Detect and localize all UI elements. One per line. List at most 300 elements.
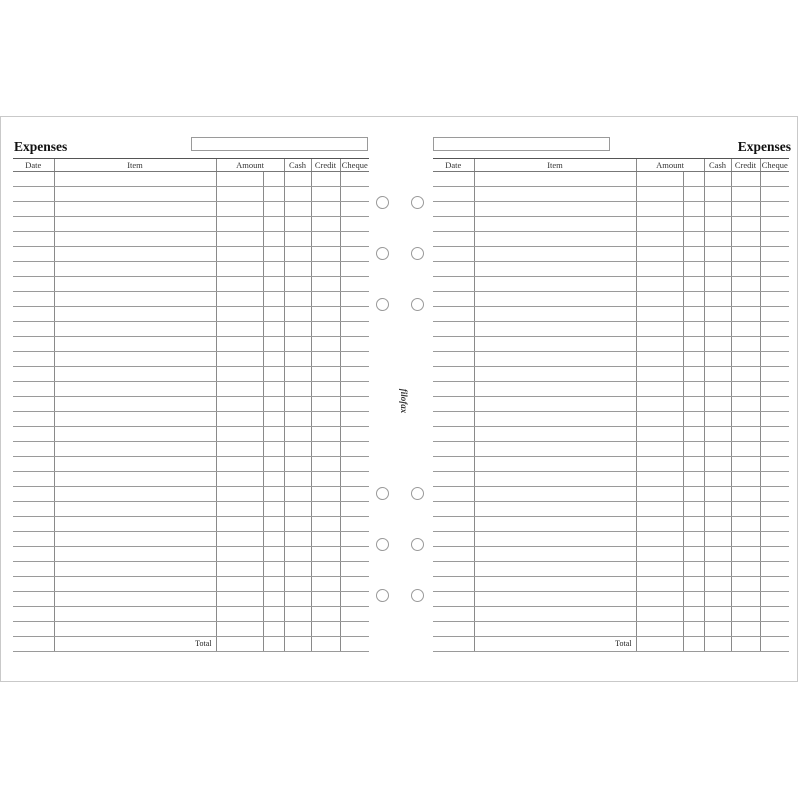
cash-cell[interactable] [704, 397, 731, 412]
credit-cell[interactable] [731, 487, 760, 502]
amount-cents-cell[interactable] [263, 502, 284, 517]
cash-cell[interactable] [704, 457, 731, 472]
cash-cell[interactable] [704, 562, 731, 577]
cheque-cell[interactable] [340, 517, 369, 532]
date-cell[interactable] [433, 247, 474, 262]
item-cell[interactable] [474, 532, 636, 547]
amount-cell[interactable] [636, 202, 683, 217]
cheque-cell[interactable] [760, 352, 789, 367]
cash-cell[interactable] [704, 247, 731, 262]
item-cell[interactable] [54, 352, 216, 367]
credit-cell[interactable] [731, 427, 760, 442]
credit-cell[interactable] [311, 592, 340, 607]
amount-cents-cell[interactable] [263, 397, 284, 412]
item-cell[interactable] [474, 277, 636, 292]
date-cell[interactable] [13, 412, 54, 427]
cash-cell[interactable] [284, 397, 311, 412]
item-cell[interactable] [54, 607, 216, 622]
amount-cents-cell[interactable] [263, 247, 284, 262]
date-cell[interactable] [13, 457, 54, 472]
item-cell[interactable] [54, 442, 216, 457]
item-cell[interactable] [474, 292, 636, 307]
cheque-cell[interactable] [340, 292, 369, 307]
amount-cell[interactable] [216, 277, 263, 292]
credit-cell[interactable] [311, 472, 340, 487]
amount-cents-cell[interactable] [683, 547, 704, 562]
amount-cell[interactable] [216, 217, 263, 232]
cheque-cell[interactable] [340, 187, 369, 202]
credit-cell[interactable] [311, 172, 340, 187]
date-cell[interactable] [13, 172, 54, 187]
item-cell[interactable] [474, 502, 636, 517]
date-cell[interactable] [13, 277, 54, 292]
amount-cents-cell[interactable] [263, 367, 284, 382]
date-cell[interactable] [13, 367, 54, 382]
cheque-cell[interactable] [760, 337, 789, 352]
date-cell[interactable] [13, 217, 54, 232]
cash-cell[interactable] [704, 187, 731, 202]
item-cell[interactable] [54, 412, 216, 427]
credit-cell[interactable] [731, 637, 760, 652]
item-cell[interactable] [474, 547, 636, 562]
credit-cell[interactable] [731, 322, 760, 337]
credit-cell[interactable] [731, 382, 760, 397]
amount-cell[interactable] [636, 367, 683, 382]
credit-cell[interactable] [311, 232, 340, 247]
amount-cents-cell[interactable] [263, 292, 284, 307]
item-cell[interactable] [54, 517, 216, 532]
credit-cell[interactable] [731, 577, 760, 592]
cash-cell[interactable] [284, 217, 311, 232]
cheque-cell[interactable] [340, 307, 369, 322]
date-cell[interactable] [13, 502, 54, 517]
amount-cell[interactable] [216, 457, 263, 472]
amount-cell[interactable] [216, 487, 263, 502]
item-cell[interactable] [474, 352, 636, 367]
cheque-cell[interactable] [340, 502, 369, 517]
item-cell[interactable] [54, 262, 216, 277]
date-cell[interactable] [13, 247, 54, 262]
amount-cell[interactable] [636, 352, 683, 367]
date-cell[interactable] [433, 472, 474, 487]
item-cell[interactable] [54, 367, 216, 382]
credit-cell[interactable] [311, 262, 340, 277]
item-cell[interactable] [474, 307, 636, 322]
cash-cell[interactable] [284, 367, 311, 382]
cash-cell[interactable] [704, 442, 731, 457]
cheque-cell[interactable] [340, 547, 369, 562]
amount-cell[interactable] [636, 337, 683, 352]
cash-cell[interactable] [704, 592, 731, 607]
amount-cents-cell[interactable] [683, 412, 704, 427]
item-cell[interactable] [474, 367, 636, 382]
credit-cell[interactable] [731, 442, 760, 457]
name-field[interactable] [191, 137, 368, 151]
cash-cell[interactable] [284, 607, 311, 622]
date-cell[interactable] [13, 607, 54, 622]
amount-cents-cell[interactable] [683, 382, 704, 397]
amount-cents-cell[interactable] [263, 442, 284, 457]
amount-cents-cell[interactable] [263, 532, 284, 547]
credit-cell[interactable] [731, 367, 760, 382]
amount-cents-cell[interactable] [263, 307, 284, 322]
amount-cell[interactable] [216, 202, 263, 217]
amount-cell[interactable] [216, 427, 263, 442]
amount-cell[interactable] [636, 562, 683, 577]
date-cell[interactable] [13, 397, 54, 412]
cheque-cell[interactable] [340, 442, 369, 457]
date-cell[interactable] [13, 637, 54, 652]
date-cell[interactable] [13, 562, 54, 577]
amount-cents-cell[interactable] [683, 322, 704, 337]
cheque-cell[interactable] [340, 622, 369, 637]
cheque-cell[interactable] [760, 307, 789, 322]
cheque-cell[interactable] [760, 592, 789, 607]
credit-cell[interactable] [731, 562, 760, 577]
date-cell[interactable] [13, 532, 54, 547]
cash-cell[interactable] [284, 472, 311, 487]
credit-cell[interactable] [311, 457, 340, 472]
date-cell[interactable] [433, 487, 474, 502]
credit-cell[interactable] [731, 172, 760, 187]
credit-cell[interactable] [311, 382, 340, 397]
credit-cell[interactable] [731, 247, 760, 262]
date-cell[interactable] [433, 352, 474, 367]
item-cell[interactable] [54, 292, 216, 307]
item-cell[interactable] [54, 427, 216, 442]
cash-cell[interactable] [704, 472, 731, 487]
amount-cents-cell[interactable] [263, 322, 284, 337]
item-cell[interactable] [54, 232, 216, 247]
date-cell[interactable] [433, 307, 474, 322]
amount-cell[interactable] [636, 172, 683, 187]
amount-cents-cell[interactable] [263, 457, 284, 472]
cheque-cell[interactable] [340, 472, 369, 487]
cash-cell[interactable] [704, 517, 731, 532]
cash-cell[interactable] [284, 232, 311, 247]
credit-cell[interactable] [311, 247, 340, 262]
cheque-cell[interactable] [340, 562, 369, 577]
amount-cents-cell[interactable] [263, 172, 284, 187]
date-cell[interactable] [433, 592, 474, 607]
amount-cents-cell[interactable] [263, 217, 284, 232]
cash-cell[interactable] [284, 637, 311, 652]
amount-cents-cell[interactable] [683, 247, 704, 262]
cash-cell[interactable] [704, 622, 731, 637]
cheque-cell[interactable] [340, 262, 369, 277]
amount-cents-cell[interactable] [683, 352, 704, 367]
amount-cents-cell[interactable] [263, 487, 284, 502]
cash-cell[interactable] [284, 337, 311, 352]
cheque-cell[interactable] [760, 232, 789, 247]
date-cell[interactable] [433, 622, 474, 637]
credit-cell[interactable] [731, 202, 760, 217]
cheque-cell[interactable] [760, 262, 789, 277]
item-cell[interactable] [474, 262, 636, 277]
date-cell[interactable] [433, 322, 474, 337]
item-cell[interactable] [474, 487, 636, 502]
cheque-cell[interactable] [340, 247, 369, 262]
cheque-cell[interactable] [340, 367, 369, 382]
amount-cents-cell[interactable] [683, 517, 704, 532]
amount-cents-cell[interactable] [683, 337, 704, 352]
credit-cell[interactable] [731, 397, 760, 412]
amount-cents-cell[interactable] [263, 607, 284, 622]
credit-cell[interactable] [311, 352, 340, 367]
amount-cents-cell[interactable] [683, 292, 704, 307]
date-cell[interactable] [13, 187, 54, 202]
cash-cell[interactable] [704, 487, 731, 502]
amount-cents-cell[interactable] [683, 502, 704, 517]
cheque-cell[interactable] [760, 637, 789, 652]
amount-cents-cell[interactable] [683, 637, 704, 652]
amount-cents-cell[interactable] [263, 427, 284, 442]
amount-cell[interactable] [636, 187, 683, 202]
date-cell[interactable] [13, 352, 54, 367]
credit-cell[interactable] [731, 547, 760, 562]
credit-cell[interactable] [731, 307, 760, 322]
cash-cell[interactable] [704, 577, 731, 592]
cash-cell[interactable] [284, 427, 311, 442]
cash-cell[interactable] [704, 172, 731, 187]
cheque-cell[interactable] [760, 427, 789, 442]
amount-cell[interactable] [636, 637, 683, 652]
cash-cell[interactable] [284, 202, 311, 217]
cash-cell[interactable] [284, 412, 311, 427]
cheque-cell[interactable] [340, 607, 369, 622]
cash-cell[interactable] [704, 532, 731, 547]
cheque-cell[interactable] [760, 442, 789, 457]
amount-cell[interactable] [216, 292, 263, 307]
amount-cents-cell[interactable] [263, 412, 284, 427]
item-cell[interactable] [474, 592, 636, 607]
credit-cell[interactable] [311, 412, 340, 427]
item-cell[interactable] [474, 562, 636, 577]
amount-cents-cell[interactable] [683, 187, 704, 202]
cash-cell[interactable] [284, 547, 311, 562]
credit-cell[interactable] [311, 442, 340, 457]
credit-cell[interactable] [311, 217, 340, 232]
item-cell[interactable] [54, 502, 216, 517]
amount-cents-cell[interactable] [683, 607, 704, 622]
cheque-cell[interactable] [760, 277, 789, 292]
amount-cents-cell[interactable] [683, 442, 704, 457]
cash-cell[interactable] [704, 637, 731, 652]
amount-cents-cell[interactable] [683, 427, 704, 442]
amount-cents-cell[interactable] [683, 367, 704, 382]
cheque-cell[interactable] [760, 247, 789, 262]
amount-cents-cell[interactable] [683, 397, 704, 412]
credit-cell[interactable] [731, 187, 760, 202]
item-cell[interactable] [474, 517, 636, 532]
cash-cell[interactable] [284, 562, 311, 577]
amount-cell[interactable] [216, 232, 263, 247]
amount-cell[interactable] [216, 322, 263, 337]
date-cell[interactable] [433, 232, 474, 247]
amount-cell[interactable] [636, 397, 683, 412]
date-cell[interactable] [13, 202, 54, 217]
cheque-cell[interactable] [760, 367, 789, 382]
credit-cell[interactable] [311, 307, 340, 322]
amount-cell[interactable] [636, 247, 683, 262]
credit-cell[interactable] [311, 292, 340, 307]
date-cell[interactable] [433, 637, 474, 652]
amount-cell[interactable] [216, 187, 263, 202]
cheque-cell[interactable] [760, 517, 789, 532]
cheque-cell[interactable] [760, 562, 789, 577]
cash-cell[interactable] [284, 382, 311, 397]
credit-cell[interactable] [731, 352, 760, 367]
cash-cell[interactable] [704, 217, 731, 232]
cash-cell[interactable] [704, 382, 731, 397]
amount-cents-cell[interactable] [683, 592, 704, 607]
cheque-cell[interactable] [340, 172, 369, 187]
credit-cell[interactable] [311, 502, 340, 517]
amount-cell[interactable] [216, 592, 263, 607]
amount-cents-cell[interactable] [683, 622, 704, 637]
amount-cell[interactable] [636, 472, 683, 487]
amount-cents-cell[interactable] [683, 472, 704, 487]
item-cell[interactable] [54, 322, 216, 337]
cash-cell[interactable] [284, 442, 311, 457]
date-cell[interactable] [13, 622, 54, 637]
amount-cell[interactable] [216, 262, 263, 277]
date-cell[interactable] [13, 442, 54, 457]
item-cell[interactable] [54, 397, 216, 412]
cash-cell[interactable] [284, 247, 311, 262]
amount-cell[interactable] [636, 517, 683, 532]
amount-cell[interactable] [216, 337, 263, 352]
cash-cell[interactable] [284, 262, 311, 277]
item-cell[interactable] [474, 577, 636, 592]
amount-cents-cell[interactable] [263, 622, 284, 637]
cheque-cell[interactable] [340, 427, 369, 442]
amount-cell[interactable] [216, 607, 263, 622]
cash-cell[interactable] [704, 502, 731, 517]
date-cell[interactable] [13, 577, 54, 592]
cheque-cell[interactable] [760, 382, 789, 397]
date-cell[interactable] [433, 367, 474, 382]
cash-cell[interactable] [704, 367, 731, 382]
amount-cents-cell[interactable] [683, 577, 704, 592]
amount-cents-cell[interactable] [263, 337, 284, 352]
cash-cell[interactable] [284, 352, 311, 367]
amount-cell[interactable] [216, 622, 263, 637]
amount-cell[interactable] [216, 397, 263, 412]
amount-cents-cell[interactable] [263, 382, 284, 397]
cash-cell[interactable] [284, 622, 311, 637]
amount-cell[interactable] [216, 532, 263, 547]
amount-cell[interactable] [636, 487, 683, 502]
item-cell[interactable] [54, 217, 216, 232]
amount-cents-cell[interactable] [263, 202, 284, 217]
credit-cell[interactable] [311, 577, 340, 592]
item-cell[interactable] [54, 547, 216, 562]
cash-cell[interactable] [704, 232, 731, 247]
cheque-cell[interactable] [760, 607, 789, 622]
item-cell[interactable] [54, 202, 216, 217]
credit-cell[interactable] [311, 277, 340, 292]
amount-cell[interactable] [636, 307, 683, 322]
date-cell[interactable] [13, 472, 54, 487]
cheque-cell[interactable] [760, 457, 789, 472]
amount-cell[interactable] [216, 172, 263, 187]
cheque-cell[interactable] [340, 352, 369, 367]
amount-cell[interactable] [216, 412, 263, 427]
amount-cell[interactable] [636, 457, 683, 472]
cash-cell[interactable] [704, 352, 731, 367]
credit-cell[interactable] [731, 292, 760, 307]
amount-cents-cell[interactable] [263, 592, 284, 607]
amount-cents-cell[interactable] [263, 517, 284, 532]
item-cell[interactable] [54, 172, 216, 187]
date-cell[interactable] [433, 397, 474, 412]
cheque-cell[interactable] [760, 622, 789, 637]
credit-cell[interactable] [731, 607, 760, 622]
amount-cell[interactable] [636, 217, 683, 232]
credit-cell[interactable] [311, 337, 340, 352]
item-cell[interactable] [474, 172, 636, 187]
amount-cell[interactable] [636, 232, 683, 247]
amount-cell[interactable] [636, 277, 683, 292]
credit-cell[interactable] [731, 622, 760, 637]
credit-cell[interactable] [311, 367, 340, 382]
date-cell[interactable] [433, 607, 474, 622]
amount-cell[interactable] [216, 307, 263, 322]
cash-cell[interactable] [704, 547, 731, 562]
cash-cell[interactable] [284, 517, 311, 532]
date-cell[interactable] [433, 217, 474, 232]
cheque-cell[interactable] [340, 532, 369, 547]
cash-cell[interactable] [284, 502, 311, 517]
cheque-cell[interactable] [340, 637, 369, 652]
cheque-cell[interactable] [760, 577, 789, 592]
credit-cell[interactable] [731, 457, 760, 472]
amount-cell[interactable] [636, 502, 683, 517]
date-cell[interactable] [13, 292, 54, 307]
item-cell[interactable] [474, 397, 636, 412]
amount-cell[interactable] [216, 382, 263, 397]
amount-cents-cell[interactable] [683, 532, 704, 547]
cheque-cell[interactable] [340, 577, 369, 592]
amount-cell[interactable] [216, 517, 263, 532]
amount-cell[interactable] [216, 502, 263, 517]
date-cell[interactable] [433, 382, 474, 397]
credit-cell[interactable] [311, 532, 340, 547]
cash-cell[interactable] [284, 487, 311, 502]
cheque-cell[interactable] [760, 397, 789, 412]
cash-cell[interactable] [704, 337, 731, 352]
item-cell[interactable] [54, 487, 216, 502]
item-cell[interactable] [54, 337, 216, 352]
credit-cell[interactable] [731, 262, 760, 277]
date-cell[interactable] [433, 202, 474, 217]
amount-cents-cell[interactable] [683, 217, 704, 232]
cheque-cell[interactable] [340, 487, 369, 502]
credit-cell[interactable] [311, 622, 340, 637]
date-cell[interactable] [433, 547, 474, 562]
cash-cell[interactable] [704, 292, 731, 307]
amount-cents-cell[interactable] [683, 307, 704, 322]
item-cell[interactable] [474, 472, 636, 487]
amount-cell[interactable] [636, 322, 683, 337]
item-cell[interactable] [474, 442, 636, 457]
cheque-cell[interactable] [340, 277, 369, 292]
cheque-cell[interactable] [760, 487, 789, 502]
cheque-cell[interactable] [760, 217, 789, 232]
amount-cents-cell[interactable] [683, 262, 704, 277]
cash-cell[interactable] [704, 427, 731, 442]
